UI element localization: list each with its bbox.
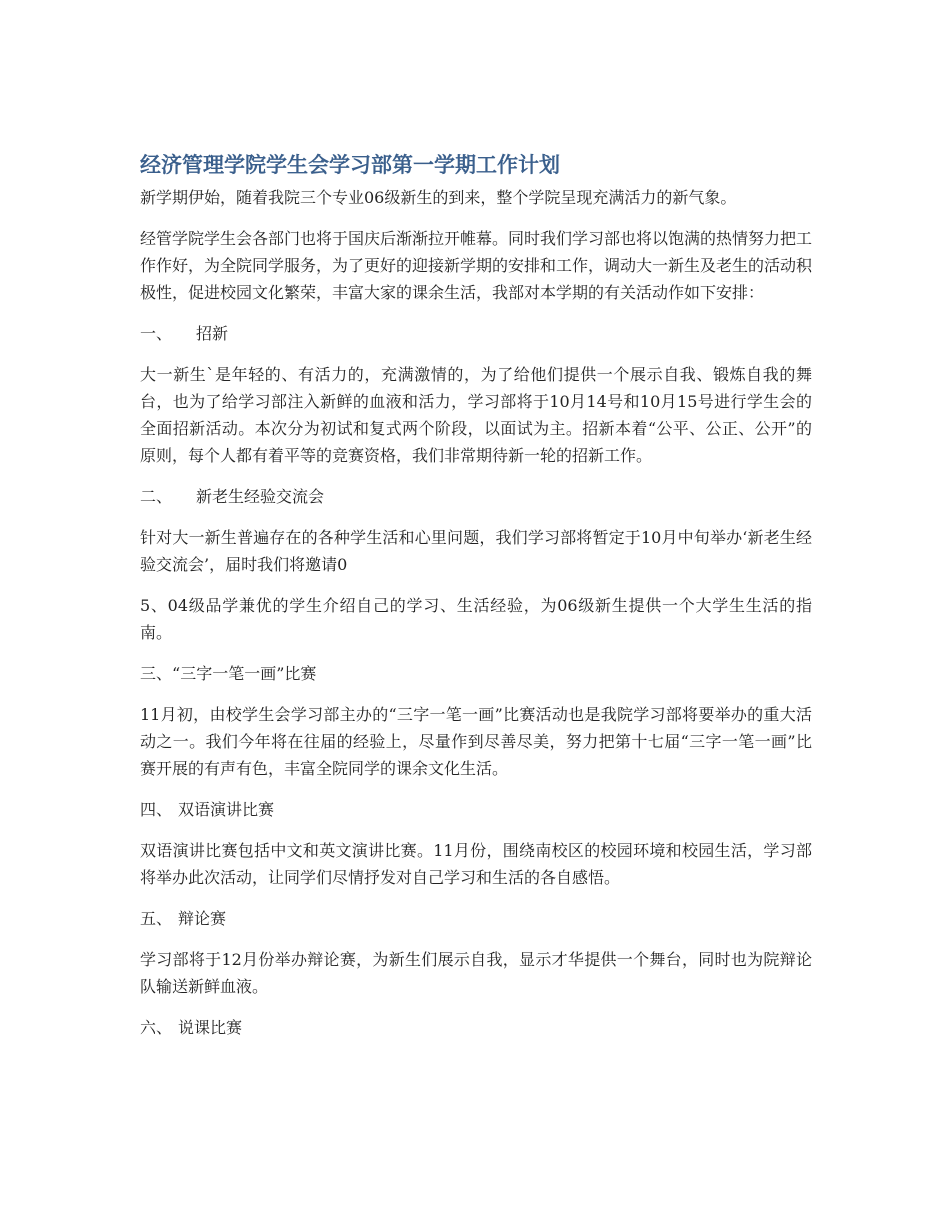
section-heading-text: 辩论赛 — [178, 909, 227, 928]
paragraph-arrangement: 经管学院学生会各部门也将于国庆后渐渐拉开帷幕。同时我们学习部也将以饱满的热情努力把工作作好，为全院同学服务，为了更好的迎接新学期的安排和工作，调动大一新生及老生的活动积极性，促进校园文化繁荣，丰富大家的课余生活，我部对本学期的有关活动作如下安排： — [140, 229, 813, 302]
intro-paragraph: 新学期伊始，随着我院三个专业06级新生的到来，整个学院呈现充满活力的新气象。 — [140, 188, 737, 207]
section-body-speech: 双语演讲比赛包括中文和英文演讲比赛。11月份，围绕南校区的校园环境和校园生活，学习部将举办此次活动，让同学们尽情抒发对自己学习和生活的各自感悟。 — [140, 841, 812, 887]
section-body-calligraphy: 11月初，由校学生会学习部主办的“三字一笔一画”比赛活动也是我院学习部将要举办的重大活动之一。我们今年将在往届的经验上，尽量作到尽善尽美，努力把第十七届“三字一笔一画”比赛开展的有声有色，丰富全院同学的课余文化生活。 — [140, 705, 812, 778]
section-heading-text: 双语演讲比赛 — [178, 800, 275, 819]
section-heading-debate — [140, 905, 812, 932]
section-heading-text: 说课比赛 — [178, 1018, 243, 1037]
section-heading-speech — [140, 796, 812, 823]
section-heading-text: 招新 — [196, 324, 229, 343]
section-heading-recruit — [140, 320, 812, 347]
section-number: 四、 — [140, 800, 173, 819]
section-heading-exchange — [140, 483, 812, 510]
section-number: 五、 — [140, 909, 173, 928]
section-body-recruit: 大一新生`是年轻的、有活力的，充满激情的，为了给他们提供一个展示自我、锻炼自我的舞台，也为了给学习部注入新鲜的血液和活力，学习部将于10月14号和10月15号进行学生会的全面招新活动。本次分为初试和复式两个阶段，以面试为主。招新本着“公平、公正、公开”的原则，每个人都有着平等的竞赛资格，我们非常期待新一轮的招新工作。 — [140, 365, 812, 465]
section-body-exchange-continued: 5、04级品学兼优的学生介绍自己的学习、生活经验，为06级新生提供一个大学生生活的指南。 — [140, 596, 812, 642]
section-body-debate: 学习部将于12月份举办辩论赛，为新生们展示自我，显示才华提供一个舞台，同时也为院辩论队输送新鲜血液。 — [140, 950, 812, 996]
section-number: 六、 — [140, 1018, 173, 1037]
section-number: 三、 — [140, 664, 173, 683]
document-page — [140, 150, 812, 1055]
document-title: 经济管理学院学生会学习部第一学期工作计划 — [140, 153, 560, 177]
section-heading-text: “三字一笔一画”比赛 — [172, 664, 317, 683]
section-number: 一、 — [140, 324, 173, 343]
section-heading-text: 新老生经验交流会 — [196, 487, 325, 506]
section-heading-lecture — [140, 1014, 812, 1041]
section-body-exchange: 针对大一新生普遍存在的各种学生活和心里问题，我们学习部将暂定于10月中旬举办‘新老生经验交流会’，届时我们将邀请0 — [140, 528, 812, 574]
section-heading-calligraphy — [140, 660, 812, 687]
section-number: 二、 — [140, 487, 173, 506]
